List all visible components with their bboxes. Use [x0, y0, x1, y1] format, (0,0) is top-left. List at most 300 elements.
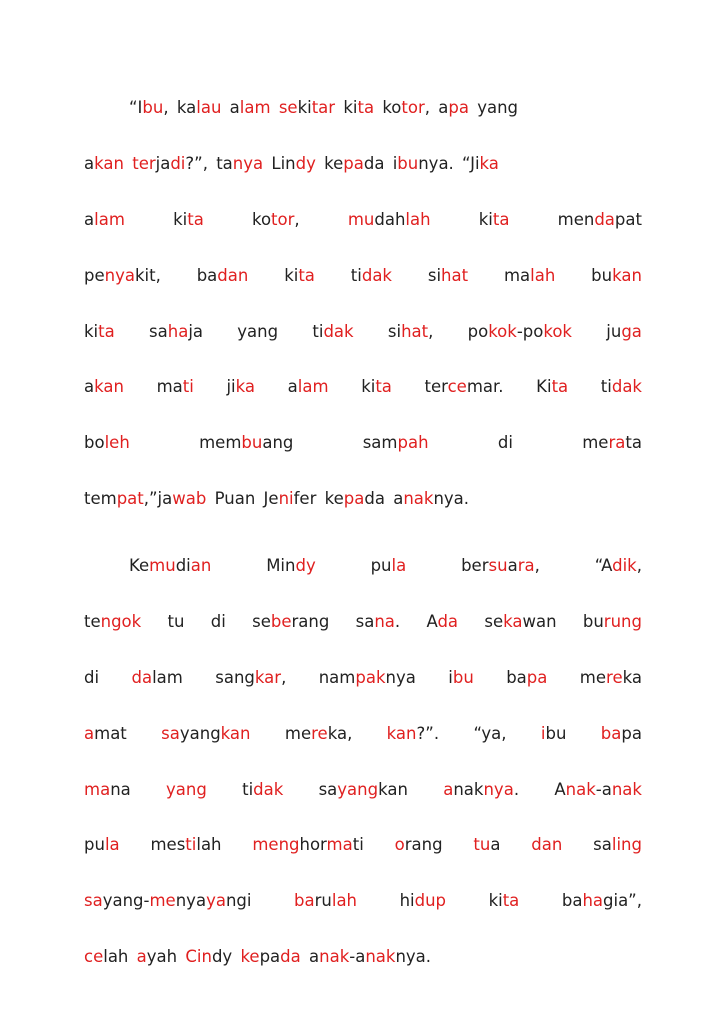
syllable: ,: [281, 667, 287, 687]
word: [393, 155, 454, 173]
highlighted-syllable: tor: [271, 209, 295, 229]
word: [356, 613, 401, 631]
word: [84, 434, 130, 452]
syllable: ko: [382, 98, 402, 117]
text-line: [84, 836, 642, 854]
text-line: [84, 613, 642, 631]
syllable: pe: [84, 265, 105, 285]
syllable: mat: [94, 723, 127, 743]
word: [230, 99, 271, 117]
highlighted-syllable: ra: [608, 433, 626, 453]
syllable: da: [363, 153, 385, 173]
syllable: bu: [545, 723, 567, 743]
syllable: te: [84, 611, 101, 631]
highlighted-syllable: wab: [172, 489, 207, 509]
highlighted-syllable: kan: [94, 153, 124, 173]
highlighted-syllable: dak: [323, 321, 354, 341]
highlighted-syllable: ga: [621, 321, 642, 341]
word: [157, 378, 194, 396]
word: [150, 836, 221, 854]
word: [593, 836, 642, 854]
syllable: yang: [477, 98, 519, 117]
highlighted-syllable: nya: [104, 265, 135, 285]
syllable: Ki: [536, 377, 552, 397]
word: [443, 781, 519, 799]
word: [371, 557, 407, 575]
syllable: mem: [199, 433, 242, 453]
syllable: ki: [297, 98, 312, 117]
highlighted-syllable: kar: [254, 667, 282, 687]
syllable: ter: [424, 377, 448, 397]
highlighted-syllable: nak: [565, 779, 596, 799]
syllable: yah: [146, 947, 178, 967]
syllable: mes: [150, 835, 186, 855]
word: [215, 490, 256, 508]
syllable: dy: [211, 947, 233, 967]
word: [462, 155, 499, 173]
word: [343, 99, 374, 117]
word: [468, 323, 572, 341]
word: [84, 267, 161, 285]
text-line: [84, 323, 642, 341]
word: [226, 378, 255, 396]
syllable: Puan: [214, 489, 256, 509]
word: [319, 669, 416, 687]
highlighted-syllable: tor: [401, 98, 425, 117]
highlighted-syllable: lam: [297, 377, 329, 397]
syllable: pa: [621, 723, 642, 743]
syllable: bu: [591, 265, 613, 285]
highlighted-syllable: ka: [235, 377, 256, 397]
highlighted-syllable: ta: [551, 377, 569, 397]
highlighted-syllable: nak: [611, 779, 642, 799]
syllable: .: [513, 779, 520, 799]
syllable: “ya,: [473, 723, 507, 743]
highlighted-syllable: Cin: [185, 947, 212, 967]
word: [84, 892, 251, 910]
highlighted-syllable: ha: [167, 321, 189, 341]
text-line: [84, 155, 642, 173]
syllable: nya.: [395, 947, 432, 967]
syllable: nya: [385, 667, 416, 687]
highlighted-syllable: dak: [361, 265, 392, 285]
syllable: di: [175, 556, 191, 575]
highlighted-syllable: kan: [94, 377, 124, 397]
highlighted-syllable: dy: [295, 556, 316, 575]
word: [498, 434, 513, 452]
highlighted-syllable: ta: [502, 891, 520, 911]
word: [363, 434, 429, 452]
syllable: sa: [593, 835, 612, 855]
highlighted-syllable: o: [394, 835, 405, 855]
highlighted-syllable: ma: [326, 835, 353, 855]
syllable: “Ji: [462, 153, 480, 173]
syllable: “A: [594, 556, 613, 575]
syllable: tu: [167, 611, 185, 631]
syllable: Min: [266, 556, 296, 575]
syllable: ka,: [327, 723, 353, 743]
highlighted-syllable: kok: [543, 321, 572, 341]
word: [294, 892, 357, 910]
text-line: [84, 267, 642, 285]
syllable: Ke: [129, 556, 150, 575]
highlighted-syllable: re: [311, 723, 328, 743]
word: [601, 378, 642, 396]
highlighted-syllable: da: [280, 947, 301, 967]
syllable: ba: [196, 265, 218, 285]
word: [558, 211, 642, 229]
syllable: ,: [294, 209, 300, 229]
highlighted-syllable: dan: [217, 265, 249, 285]
word: [582, 434, 642, 452]
word: [284, 267, 315, 285]
syllable: wan: [522, 611, 557, 631]
syllable: se: [484, 611, 504, 631]
syllable: nya: [175, 891, 207, 911]
word: [84, 725, 127, 743]
word: [400, 892, 446, 910]
highlighted-syllable: ka: [479, 153, 499, 173]
highlighted-syllable: nak: [319, 947, 350, 967]
highlighted-syllable: pa: [448, 98, 469, 117]
syllable: pu: [84, 835, 105, 855]
word: [361, 378, 392, 396]
word: [448, 669, 474, 687]
highlighted-syllable: an: [190, 556, 212, 575]
syllable: ,”ja: [143, 489, 173, 509]
syllable: men: [557, 209, 595, 229]
syllable: ki: [284, 265, 299, 285]
syllable: lah: [196, 835, 222, 855]
syllable: A: [554, 779, 566, 799]
word: [197, 267, 249, 285]
highlighted-syllable: dy: [295, 153, 316, 173]
syllable: a: [438, 98, 449, 117]
syllable: ,: [534, 556, 540, 575]
syllable: ?”.: [416, 723, 440, 743]
highlighted-syllable: da: [437, 611, 459, 631]
highlighted-syllable: nya: [232, 153, 264, 173]
highlighted-syllable: da: [594, 209, 615, 229]
word: [177, 99, 222, 117]
word: [506, 669, 547, 687]
word: [388, 323, 433, 341]
word: [168, 613, 185, 631]
highlighted-syllable: lam: [239, 98, 271, 117]
syllable: ma: [156, 377, 183, 397]
word: [252, 613, 329, 631]
word: [580, 669, 642, 687]
syllable: ti: [600, 377, 612, 397]
highlighted-syllable: a: [443, 779, 454, 799]
syllable: ba: [561, 891, 583, 911]
highlighted-syllable: ta: [357, 98, 375, 117]
syllable: na: [110, 779, 131, 799]
syllable: a: [84, 209, 95, 229]
syllable: ti: [242, 779, 254, 799]
highlighted-syllable: ni: [278, 489, 294, 509]
syllable: ki: [361, 377, 376, 397]
text-line: [84, 781, 642, 799]
highlighted-syllable: la: [104, 835, 120, 855]
syllable: lam: [152, 667, 183, 687]
highlighted-syllable: hat: [401, 321, 429, 341]
syllable: -a: [349, 947, 366, 967]
syllable: yang: [237, 321, 279, 341]
word: [173, 211, 204, 229]
highlighted-syllable: yang: [166, 779, 207, 799]
syllable: ke: [324, 489, 344, 509]
text-line: [84, 948, 642, 966]
syllable: ru: [314, 891, 332, 911]
paragraph-2: [84, 557, 642, 966]
highlighted-syllable: be: [270, 611, 292, 631]
highlighted-syllable: leh: [104, 433, 130, 453]
word: [285, 725, 352, 743]
word: [84, 155, 124, 173]
word: [161, 725, 250, 743]
syllable: a: [84, 153, 95, 173]
word: [84, 948, 128, 966]
syllable: ?”,: [185, 153, 208, 173]
syllable: sa: [355, 611, 375, 631]
syllable: ,: [428, 321, 434, 341]
syllable: ko: [251, 209, 272, 229]
highlighted-syllable: sa: [161, 723, 180, 743]
highlighted-syllable: pa: [526, 667, 548, 687]
word: [595, 557, 642, 575]
highlighted-syllable: ter: [132, 153, 156, 173]
syllable: da: [364, 489, 385, 509]
syllable: dah: [374, 209, 406, 229]
highlighted-syllable: tu: [473, 835, 491, 855]
syllable: hor: [299, 835, 327, 855]
highlighted-syllable: dik: [612, 556, 637, 575]
highlighted-syllable: rung: [603, 611, 642, 631]
syllable: se: [252, 611, 271, 631]
highlighted-syllable: la: [391, 556, 407, 575]
syllable: sam: [362, 433, 398, 453]
word: [185, 948, 232, 966]
syllable: yang-: [102, 891, 150, 911]
syllable: a: [507, 556, 518, 575]
syllable: di: [84, 667, 100, 687]
highlighted-syllable: re: [606, 667, 623, 687]
syllable: sa: [318, 779, 338, 799]
syllable: sang: [215, 667, 255, 687]
text-line: [84, 892, 642, 910]
word: [324, 155, 384, 173]
word: [583, 613, 642, 631]
word: [536, 378, 568, 396]
word: [264, 490, 317, 508]
word: [484, 613, 556, 631]
highlighted-syllable: se: [278, 98, 298, 117]
highlighted-syllable: bu: [142, 98, 164, 117]
word: [601, 725, 642, 743]
word: [131, 669, 182, 687]
highlighted-syllable: ta: [298, 265, 315, 285]
syllable: kit,: [134, 265, 161, 285]
word: [425, 378, 504, 396]
word: [84, 490, 206, 508]
syllable: nam: [318, 667, 356, 687]
highlighted-syllable: bu: [452, 667, 474, 687]
syllable: di: [210, 611, 226, 631]
highlighted-syllable: lau: [196, 98, 222, 117]
word: [237, 323, 278, 341]
text-line: [84, 378, 642, 396]
word: [382, 99, 430, 117]
text-line: [84, 557, 642, 575]
text-line: [84, 434, 642, 452]
syllable: a: [287, 377, 298, 397]
highlighted-syllable: ta: [98, 321, 115, 341]
syllable: nya.: [433, 489, 470, 509]
syllable: .: [394, 611, 401, 631]
word: [312, 323, 353, 341]
highlighted-syllable: pak: [355, 667, 386, 687]
syllable: ti: [312, 321, 324, 341]
highlighted-syllable: na: [374, 611, 395, 631]
syllable: ber: [461, 556, 489, 575]
highlighted-syllable: pat: [116, 489, 144, 509]
highlighted-syllable: pah: [397, 433, 429, 453]
word: [562, 892, 642, 910]
syllable: ke: [324, 153, 344, 173]
word: [473, 836, 500, 854]
word: [129, 557, 211, 575]
highlighted-syllable: ta: [375, 377, 392, 397]
word: [211, 613, 226, 631]
syllable: lah: [103, 947, 129, 967]
word: [84, 781, 131, 799]
syllable: sa: [149, 321, 168, 341]
highlighted-syllable: pa: [343, 153, 364, 173]
highlighted-syllable: kan: [220, 723, 251, 743]
highlighted-syllable: ti: [185, 835, 197, 855]
word: [84, 613, 141, 631]
text-line: [84, 99, 642, 117]
highlighted-syllable: ce: [84, 947, 104, 967]
syllable: ma: [503, 265, 531, 285]
highlighted-syllable: ya: [206, 891, 226, 911]
word: [387, 725, 439, 743]
highlighted-syllable: tar: [311, 98, 336, 117]
highlighted-syllable: ta: [492, 209, 510, 229]
syllable: ta: [625, 433, 642, 453]
syllable: ,: [424, 98, 430, 117]
syllable: yang: [179, 723, 221, 743]
highlighted-syllable: bu: [397, 153, 419, 173]
word: [477, 99, 518, 117]
highlighted-syllable: lah: [530, 265, 556, 285]
text-line: [84, 669, 642, 687]
word: [271, 155, 315, 173]
syllable: ka: [176, 98, 197, 117]
syllable: rang: [404, 835, 443, 855]
word: [426, 613, 458, 631]
syllable: nak: [453, 779, 484, 799]
syllable: me: [579, 667, 607, 687]
syllable: ang: [262, 433, 294, 453]
syllable: ki: [84, 321, 99, 341]
highlighted-syllable: ra: [517, 556, 535, 575]
word: [438, 99, 469, 117]
highlighted-syllable: ngok: [100, 611, 142, 631]
word: [461, 557, 540, 575]
highlighted-syllable: da: [131, 667, 153, 687]
syllable: ki: [478, 209, 493, 229]
highlighted-syllable: dak: [253, 779, 284, 799]
word: [279, 99, 335, 117]
word: [591, 267, 642, 285]
word: [319, 781, 408, 799]
word: [84, 669, 99, 687]
syllable: a: [309, 947, 320, 967]
syllable: Lin: [271, 153, 296, 173]
word: [504, 267, 555, 285]
syllable: po: [467, 321, 489, 341]
syllable: kan: [378, 779, 408, 799]
syllable: pu: [370, 556, 392, 575]
highlighted-syllable: i: [540, 723, 546, 743]
word: [393, 490, 469, 508]
syllable: -po: [516, 321, 544, 341]
syllable: a: [84, 377, 95, 397]
word: [252, 211, 300, 229]
text-line: [84, 211, 642, 229]
word: [166, 781, 207, 799]
word: [242, 781, 283, 799]
syllable: ka: [622, 667, 642, 687]
word: [252, 836, 363, 854]
syllable: fer: [293, 489, 317, 509]
word: [137, 948, 177, 966]
word: [84, 323, 115, 341]
highlighted-syllable: dup: [414, 891, 447, 911]
word: [84, 836, 120, 854]
word: [266, 557, 316, 575]
word: [479, 211, 510, 229]
highlighted-syllable: mu: [347, 209, 375, 229]
highlighted-syllable: me: [149, 891, 176, 911]
syllable: ba: [506, 667, 527, 687]
word: [215, 669, 286, 687]
syllable: ji: [226, 377, 236, 397]
syllable: bu: [582, 611, 604, 631]
highlighted-syllable: ke: [240, 947, 260, 967]
syllable: me: [582, 433, 609, 453]
highlighted-syllable: hat: [441, 265, 469, 285]
highlighted-syllable: lam: [94, 209, 125, 229]
highlighted-syllable: ha: [582, 891, 604, 911]
word: [132, 155, 208, 173]
syllable: mar.: [466, 377, 504, 397]
syllable: nya.: [418, 153, 454, 173]
text-line: [84, 725, 642, 743]
word: [129, 99, 169, 117]
highlighted-syllable: ba: [600, 723, 622, 743]
syllable: ti: [350, 265, 362, 285]
word: [531, 836, 562, 854]
syllable: ju: [606, 321, 622, 341]
syllable: a: [229, 98, 240, 117]
highlighted-syllable: lah: [331, 891, 358, 911]
syllable: si: [387, 321, 402, 341]
syllable: A: [426, 611, 438, 631]
syllable: -a: [595, 779, 612, 799]
